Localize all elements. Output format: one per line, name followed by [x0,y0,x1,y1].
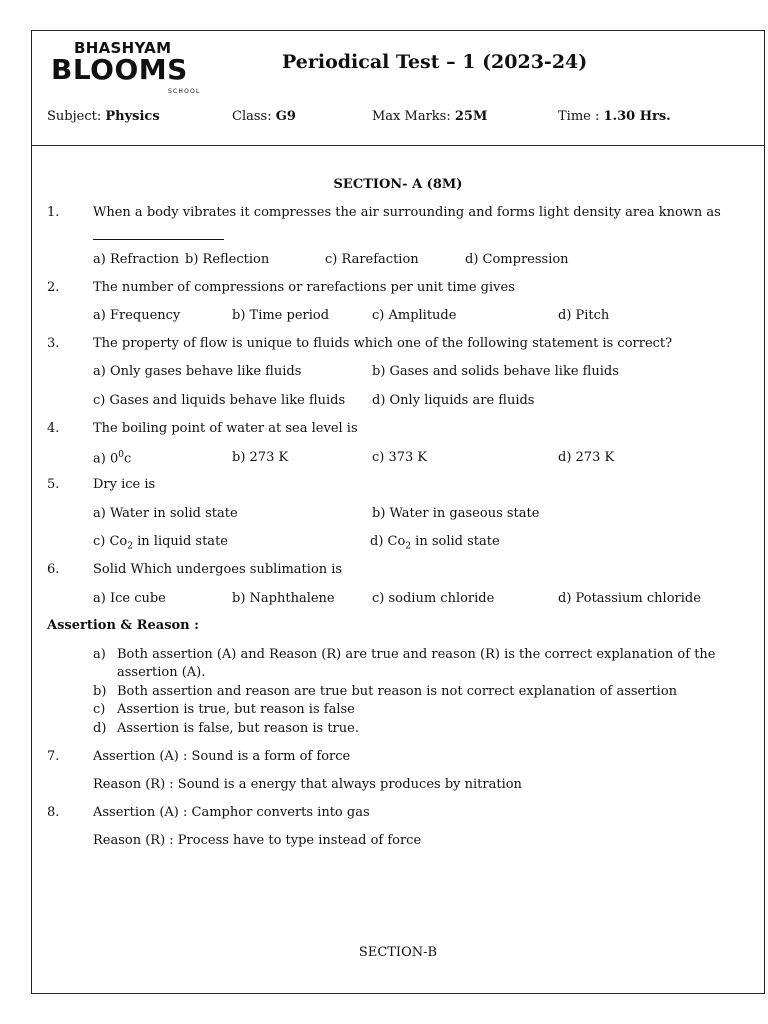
marks-field [372,109,487,124]
q3-text: The property of flow is unique to fluids which one of the following statement is correct? [93,336,673,351]
subject-field [47,109,160,124]
q2-number: 2. [47,280,60,295]
q5-number: 5. [47,477,60,492]
q6-number: 6. [47,562,60,577]
q4-number: 4. [47,421,60,436]
q1-number: 1. [47,205,60,220]
marks-value: 25M [454,109,488,124]
ar-option-b-mark: b) [93,684,107,699]
q3-option-b: b) Gases and solids behave like fluids [372,364,619,379]
ar-option-c-text: Assertion is true, but reason is false [117,702,355,717]
ar-option-a-line2: assertion (A). [117,665,206,680]
q3-option-d: d) Only liquids are fluids [372,393,535,408]
class-label: Class: [232,109,272,124]
q4-option-d: d) 273 K [558,450,615,465]
assertion-reason-heading: Assertion & Reason : [47,618,199,633]
q1-blank-line [93,239,224,240]
q3-option-a: a) Only gases behave like fluids [93,364,302,379]
section-b-heading: SECTION-B [358,945,438,960]
subject-label: Subject: [47,109,102,124]
logo-top-text: BHASHYAM [74,39,172,57]
time-value: 1.30 Hrs. [603,109,671,124]
ar-option-c-mark: c) [93,702,106,717]
time-field [558,109,671,124]
ar-option-d-mark: d) [93,721,107,736]
q6-option-b: b) Naphthalene [232,591,335,606]
q5-option-b: b) Water in gaseous state [372,506,540,521]
ar-option-a-line1: Both assertion (A) and Reason (R) are true and reason (R) is the correct explanation of the [117,647,716,662]
logo-main-text: BLOOMS [51,53,188,86]
q7-assertion: Assertion (A) : Sound is a form of force [93,749,351,764]
q5-text: Dry ice is [93,477,156,492]
q1-option-d: d) Compression [465,252,569,267]
q6-text: Solid Which undergoes sublimation is [93,562,343,577]
q4-option-b: b) 273 K [232,450,289,465]
q6-option-d: d) Potassium chloride [558,591,701,606]
q2-option-b: b) Time period [232,308,330,323]
marks-label: Max Marks: [372,109,451,124]
question-paper [31,30,765,994]
ar-option-d-text: Assertion is false, but reason is true. [117,721,359,736]
q4-option-a: a) $0^0c$ [93,450,132,467]
q7-number: 7. [47,749,60,764]
q3-option-c: c) Gases and liquids behave like fluids [93,393,346,408]
q1-option-c: c) Rarefaction [325,252,419,267]
q2-option-d: d) Pitch [558,308,610,323]
q1-text: When a body vibrates it compresses the air surrounding and forms light density area known as [93,205,721,220]
q6-option-c: c) sodium chloride [372,591,495,606]
subject-value: Physics [105,109,160,124]
section-a-heading: SECTION- A (8M) [333,177,463,192]
q2-text: The number of compressions or rarefactions per unit time gives [93,280,515,295]
q6-option-a: a) Ice cube [93,591,166,606]
q1-option-b: b) Reflection [185,252,270,267]
q4-text: The boiling point of water at sea level is [93,421,358,436]
time-label: Time : [558,109,600,124]
class-value: G9 [275,109,296,124]
logo-sub-text: SCHOOL [168,88,201,95]
ar-option-a-mark: a) [93,647,106,662]
q8-number: 8. [47,805,60,820]
school-logo [48,37,208,97]
ar-option-b-text: Both assertion and reason are true but reason is not correct explanation of assertion [117,684,678,699]
class-field [232,109,296,124]
header-divider [32,145,764,146]
q8-reason: Reason (R) : Process have to type instead of force [93,833,422,848]
q5-option-d: d) $Co_2$ in solid state [370,534,500,552]
q3-number: 3. [47,336,60,351]
q5-option-c: c) $Co_2$ in liquid state [93,534,228,552]
q4-option-c: c) 373 K [372,450,428,465]
q2-option-a: a) Frequency [93,308,181,323]
q1-option-a: a) Refraction [93,252,180,267]
q2-option-c: c) Amplitude [372,308,457,323]
q5-option-a: a) Water in solid state [93,506,238,521]
paper-title: Periodical Test – 1 (2023-24) [282,51,588,73]
q8-assertion: Assertion (A) : Camphor converts into gas [93,805,370,820]
q7-reason: Reason (R) : Sound is a energy that always produces by nitration [93,777,522,792]
